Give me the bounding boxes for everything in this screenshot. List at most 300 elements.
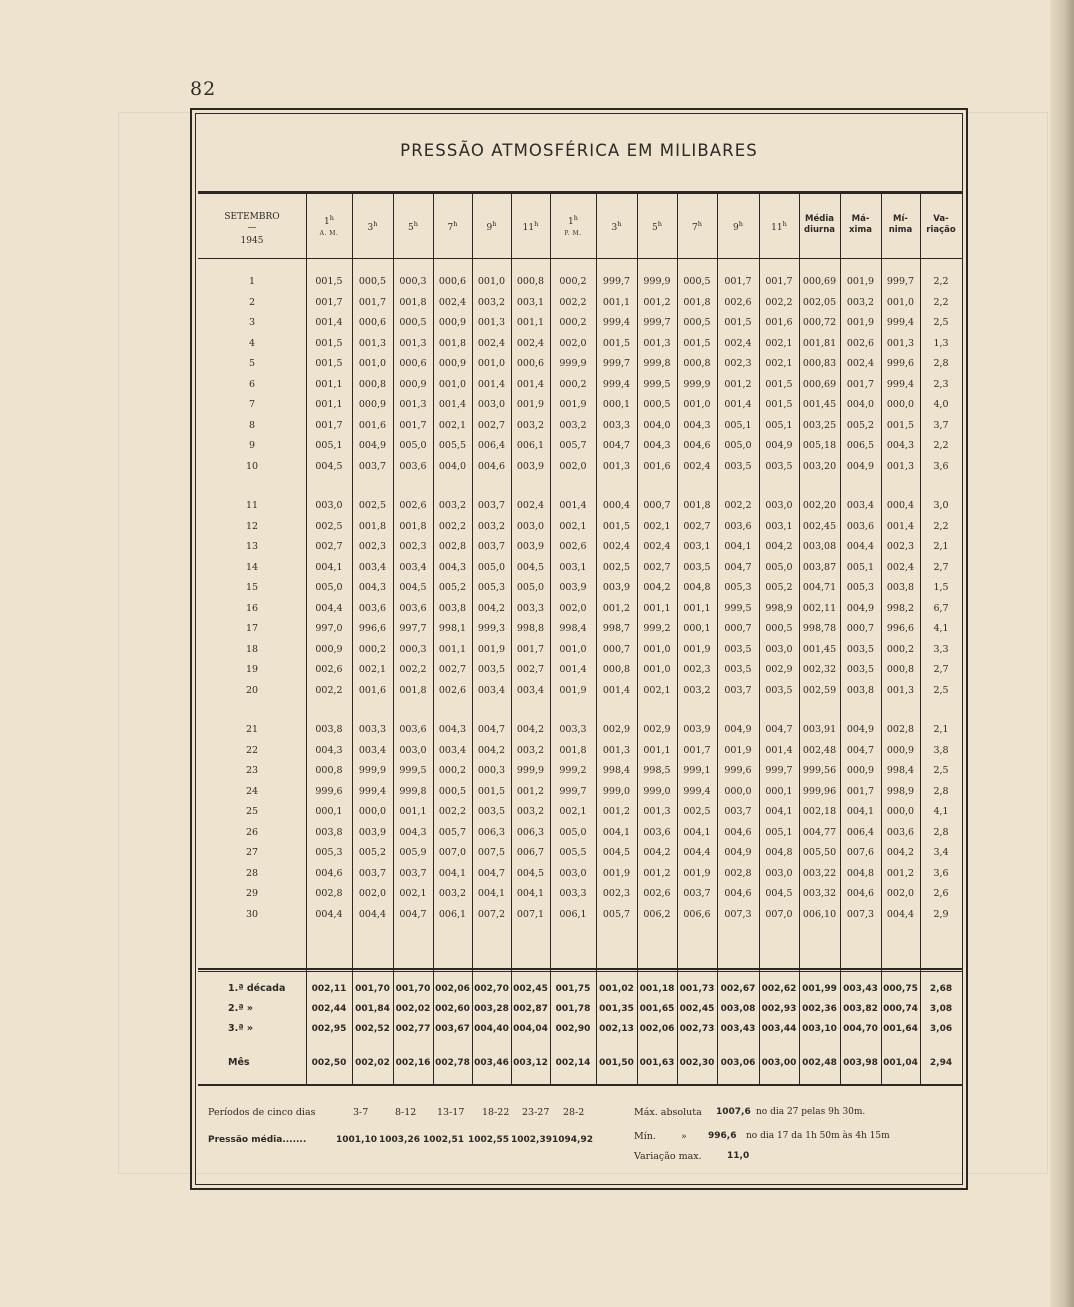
summary-cell: 002,06: [435, 984, 470, 994]
value-cell: 2,2: [933, 297, 949, 308]
value-cell: 999,5: [643, 379, 671, 390]
value-cell: 002,59: [802, 685, 837, 696]
value-cell: 002,18: [802, 806, 837, 817]
summary-cell: 002,02: [395, 1004, 431, 1014]
value-cell: 005,0: [477, 562, 506, 573]
value-cell: 001,8: [358, 521, 387, 532]
value-cell: 003,4: [477, 685, 506, 696]
value-cell: 003,3: [358, 724, 387, 735]
value-cell: 998,8: [516, 623, 545, 634]
value-cell: 004,1: [765, 806, 793, 817]
value-cell: 002,1: [643, 685, 671, 696]
value-cell: 003,5: [724, 664, 752, 675]
header-hour-6: [550, 213, 596, 239]
summary-cell: 002,73: [679, 1024, 715, 1034]
value-cell: 005,18: [802, 440, 837, 451]
rule-summary-top: [198, 968, 962, 970]
value-cell: 004,0: [643, 420, 671, 431]
summary-cell: 003,00: [761, 1058, 797, 1068]
value-cell: 001,8: [683, 297, 711, 308]
value-cell: 999,9: [683, 379, 711, 390]
value-cell: 003,5: [477, 806, 506, 817]
value-cell: 006,4: [477, 440, 506, 451]
value-cell: 001,7: [315, 297, 343, 308]
summary-cell: 001,99: [802, 984, 837, 994]
value-cell: 002,4: [724, 338, 752, 349]
value-cell: 002,3: [358, 541, 387, 552]
header-hour-9: [677, 219, 717, 234]
value-cell: 000,1: [765, 786, 793, 797]
value-cell: 001,5: [315, 338, 343, 349]
value-cell: 001,3: [643, 338, 671, 349]
value-cell: 003,6: [399, 603, 427, 614]
value-cell: 999,2: [559, 765, 587, 776]
summary-cell: 001,63: [639, 1058, 675, 1068]
value-cell: 001,3: [399, 338, 427, 349]
value-cell: 001,0: [643, 644, 671, 655]
value-cell: 003,9: [602, 582, 631, 593]
value-cell: 001,9: [683, 644, 711, 655]
value-cell: 003,6: [886, 827, 915, 838]
value-cell: 001,3: [643, 806, 671, 817]
value-cell: 000,3: [477, 765, 506, 776]
day-cell: 17: [245, 623, 259, 634]
value-cell: 000,1: [602, 399, 631, 410]
value-cell: 2,5: [933, 317, 949, 328]
value-cell: 004,0: [846, 399, 875, 410]
value-cell: 001,6: [643, 461, 671, 472]
value-cell: 004,1: [846, 806, 875, 817]
value-cell: 005,2: [358, 847, 387, 858]
hour-number: 1: [324, 217, 330, 227]
value-cell: 002,9: [643, 724, 671, 735]
value-cell: 001,5: [315, 358, 343, 369]
summary-cell: 001,18: [639, 984, 675, 994]
value-cell: 004,2: [477, 603, 506, 614]
value-cell: 001,4: [559, 500, 587, 511]
value-cell: 001,8: [399, 685, 427, 696]
value-cell: 2,5: [933, 685, 949, 696]
value-cell: 002,7: [516, 664, 545, 675]
value-cell: 004,8: [683, 582, 711, 593]
value-cell: 004,7: [477, 724, 506, 735]
value-cell: 003,4: [358, 562, 387, 573]
period-value: 13-17: [437, 1107, 465, 1118]
value-cell: 004,1: [477, 888, 506, 899]
value-cell: 001,0: [643, 664, 671, 675]
value-cell: 006,1: [516, 440, 545, 451]
summary-cell: 002,44: [311, 1004, 347, 1014]
value-cell: 000,2: [559, 317, 587, 328]
value-cell: 005,50: [802, 847, 837, 858]
value-cell: 002,8: [886, 724, 915, 735]
summary-cell: 002,13: [599, 1024, 634, 1034]
value-cell: 000,8: [516, 276, 545, 287]
header-hour-11: [759, 219, 799, 234]
value-cell: 006,6: [683, 909, 711, 920]
value-cell: 000,8: [315, 765, 343, 776]
value-cell: 001,5: [602, 521, 631, 532]
hour-period: P. M.: [564, 230, 582, 237]
value-cell: 000,4: [602, 500, 631, 511]
value-cell: 999,9: [643, 276, 671, 287]
period-value: 28-2: [563, 1107, 585, 1118]
value-cell: 004,1: [438, 868, 467, 879]
value-cell: 001,3: [358, 338, 387, 349]
value-cell: 004,8: [765, 847, 793, 858]
value-cell: 003,2: [438, 500, 467, 511]
summary-cell: 003,10: [802, 1024, 837, 1034]
header-year: 1945: [240, 236, 264, 246]
value-cell: 999,9: [516, 765, 545, 776]
value-cell: 003,8: [438, 603, 467, 614]
value-cell: 002,1: [438, 420, 467, 431]
value-cell: 000,3: [399, 644, 427, 655]
rule-summary-bottom: [198, 1084, 962, 1086]
value-cell: 001,5: [602, 338, 631, 349]
value-cell: 002,7: [315, 541, 343, 552]
value-cell: 002,5: [602, 562, 631, 573]
value-cell: 005,2: [846, 420, 875, 431]
value-cell: 007,1: [516, 909, 545, 920]
value-cell: 000,1: [315, 806, 343, 817]
value-cell: 002,3: [602, 888, 631, 899]
value-cell: 000,72: [802, 317, 837, 328]
pressure-value: 1001,10: [336, 1135, 377, 1145]
value-cell: 003,7: [683, 888, 711, 899]
value-cell: 004,7: [724, 562, 752, 573]
value-cell: 000,7: [846, 623, 875, 634]
summary-label: 2.ª »: [228, 1003, 254, 1014]
value-cell: 003,87: [802, 562, 837, 573]
summary-cell: 003,43: [720, 1024, 756, 1034]
value-cell: 003,5: [724, 644, 752, 655]
value-cell: 998,9: [886, 786, 915, 797]
value-cell: 003,2: [846, 297, 875, 308]
value-cell: 005,0: [765, 562, 793, 573]
value-cell: 000,1: [683, 623, 711, 634]
value-cell: 001,7: [516, 644, 545, 655]
value-cell: 004,6: [724, 888, 752, 899]
value-cell: 002,6: [724, 297, 752, 308]
value-cell: 003,2: [516, 806, 545, 817]
value-cell: 001,8: [683, 500, 711, 511]
header-stat-0-line1: Média: [805, 214, 834, 224]
value-cell: 001,0: [358, 358, 387, 369]
day-cell: 3: [248, 317, 256, 328]
hour-number: 5: [408, 223, 414, 233]
value-cell: 000,2: [438, 765, 467, 776]
value-cell: 999,5: [399, 765, 427, 776]
value-cell: 003,0: [399, 745, 427, 756]
value-cell: 004,8: [846, 868, 875, 879]
header-stat-0-line2: diurna: [803, 225, 836, 235]
periods-label: Períodos de cinco dias: [208, 1107, 316, 1118]
value-cell: 001,1: [516, 317, 545, 328]
value-cell: 001,7: [399, 420, 427, 431]
value-cell: 000,7: [724, 623, 752, 634]
pressure-value: 1002,51: [423, 1135, 464, 1145]
value-cell: 002,1: [559, 521, 587, 532]
summary-cell: 003,28: [474, 1004, 509, 1014]
value-cell: 003,0: [559, 868, 587, 879]
value-cell: 005,2: [438, 582, 467, 593]
summary-cell: 002,70: [474, 984, 509, 994]
value-cell: 001,0: [438, 379, 467, 390]
value-cell: 002,4: [886, 562, 915, 573]
summary-cell: 002,36: [802, 1004, 837, 1014]
day-cell: 27: [245, 847, 259, 858]
value-cell: 000,6: [358, 317, 387, 328]
summary-cell: 003,46: [474, 1058, 509, 1068]
value-cell: 4,0: [933, 399, 949, 410]
summary-cell: 003,44: [761, 1024, 797, 1034]
value-cell: 004,9: [358, 440, 387, 451]
value-cell: 004,6: [724, 827, 752, 838]
value-cell: 006,2: [643, 909, 671, 920]
value-cell: 001,1: [438, 644, 467, 655]
value-cell: 998,1: [438, 623, 467, 634]
value-cell: 999,0: [602, 786, 631, 797]
hour-unit: h: [697, 220, 702, 228]
hour-unit: h: [657, 220, 662, 228]
value-cell: 002,6: [399, 500, 427, 511]
value-cell: 003,2: [477, 521, 506, 532]
max-abs-value: 1007,6: [716, 1107, 751, 1117]
summary-cell: 002,14: [555, 1058, 591, 1068]
value-cell: 003,2: [516, 420, 545, 431]
value-cell: 002,1: [765, 338, 793, 349]
value-cell: 004,2: [477, 745, 506, 756]
hour-number: 9: [733, 223, 739, 233]
value-cell: 003,08: [802, 541, 837, 552]
value-cell: 007,0: [438, 847, 467, 858]
value-cell: 003,3: [559, 888, 587, 899]
value-cell: 2,3: [933, 379, 949, 390]
value-cell: 001,0: [477, 276, 506, 287]
value-cell: 004,0: [438, 461, 467, 472]
summary-cell: 001,75: [555, 984, 591, 994]
value-cell: 001,3: [477, 317, 506, 328]
value-cell: 000,2: [886, 644, 915, 655]
value-cell: 003,4: [438, 745, 467, 756]
value-cell: 999,7: [886, 276, 915, 287]
value-cell: 001,81: [802, 338, 837, 349]
value-cell: 003,9: [559, 582, 587, 593]
value-cell: 001,2: [643, 297, 671, 308]
pressure-value: 1002,39: [511, 1135, 552, 1145]
value-cell: 004,1: [724, 541, 752, 552]
period-value: 23-27: [522, 1107, 550, 1118]
value-cell: 999,8: [643, 358, 671, 369]
day-cell: 7: [248, 399, 256, 410]
hour-unit: h: [329, 214, 334, 222]
value-cell: 002,4: [602, 541, 631, 552]
book-binding-shadow: [1050, 0, 1074, 1307]
day-cell: 15: [245, 582, 259, 593]
value-cell: 000,0: [886, 806, 915, 817]
header-hour-4: [472, 219, 511, 234]
value-cell: 003,1: [765, 521, 793, 532]
value-cell: 4,1: [933, 806, 949, 817]
summary-cell: 002,50: [311, 1058, 347, 1068]
period-value: 3-7: [353, 1107, 369, 1118]
value-cell: 004,5: [602, 847, 631, 858]
value-cell: 003,9: [683, 724, 711, 735]
value-cell: 000,9: [399, 379, 427, 390]
day-cell: 22: [245, 745, 259, 756]
value-cell: 002,6: [438, 685, 467, 696]
value-cell: 002,05: [802, 297, 837, 308]
value-cell: 001,9: [683, 868, 711, 879]
value-cell: 998,5: [643, 765, 671, 776]
value-cell: 003,7: [477, 500, 506, 511]
value-cell: 003,6: [399, 461, 427, 472]
summary-cell: 003,67: [435, 1024, 470, 1034]
header-stat-2-line1: Mí-: [893, 214, 908, 224]
value-cell: 002,1: [559, 806, 587, 817]
summary-cell: 001,04: [883, 1058, 918, 1068]
value-cell: 001,0: [559, 644, 587, 655]
value-cell: 000,9: [358, 399, 387, 410]
hour-number: 7: [447, 223, 454, 233]
value-cell: 003,5: [724, 461, 752, 472]
value-cell: 005,3: [477, 582, 506, 593]
value-cell: 002,0: [559, 338, 587, 349]
value-cell: 000,5: [358, 276, 387, 287]
value-cell: 001,8: [399, 521, 427, 532]
day-cell: 12: [245, 521, 259, 532]
summary-cell: 000,75: [883, 984, 918, 994]
value-cell: 004,3: [315, 745, 343, 756]
value-cell: 003,3: [602, 420, 631, 431]
value-cell: 003,1: [516, 297, 545, 308]
value-cell: 000,0: [724, 786, 752, 797]
period-value: 8-12: [395, 1107, 417, 1118]
value-cell: 001,2: [602, 806, 631, 817]
day-cell: 18: [245, 644, 259, 655]
value-cell: 001,1: [602, 297, 631, 308]
value-cell: 003,6: [643, 827, 671, 838]
value-cell: 997,0: [315, 623, 343, 634]
summary-cell: 002,90: [555, 1024, 591, 1034]
value-cell: 004,7: [765, 724, 793, 735]
value-cell: 1,5: [933, 582, 949, 593]
value-cell: 002,2: [438, 806, 467, 817]
summary-label: 1.ª década: [228, 983, 286, 994]
value-cell: 001,5: [477, 786, 506, 797]
hour-unit: h: [492, 220, 497, 228]
value-cell: 005,0: [315, 582, 343, 593]
summary-cell: 001,70: [355, 984, 390, 994]
value-cell: 001,6: [358, 420, 387, 431]
value-cell: 000,2: [559, 276, 587, 287]
rule-summary-top-thin: [198, 971, 962, 972]
value-cell: 004,9: [846, 724, 875, 735]
value-cell: 001,9: [602, 868, 631, 879]
summary-cell: 002,06: [639, 1024, 675, 1034]
value-cell: 003,7: [399, 868, 427, 879]
value-cell: 003,7: [724, 685, 752, 696]
value-cell: 003,5: [683, 562, 711, 573]
summary-cell: 004,04: [513, 1024, 548, 1034]
value-cell: 001,4: [315, 317, 343, 328]
summary-cell: 003,43: [843, 984, 878, 994]
hour-unit: h: [373, 220, 378, 228]
value-cell: 005,7: [438, 827, 467, 838]
value-cell: 002,9: [602, 724, 631, 735]
value-cell: 007,6: [846, 847, 875, 858]
value-cell: 004,3: [643, 440, 671, 451]
value-cell: 006,10: [802, 909, 837, 920]
value-cell: 004,7: [477, 868, 506, 879]
value-cell: 001,7: [315, 420, 343, 431]
value-cell: 001,3: [886, 461, 915, 472]
value-cell: 000,69: [802, 276, 837, 287]
value-cell: 001,4: [516, 379, 545, 390]
value-cell: 999,4: [683, 786, 711, 797]
value-cell: 999,2: [643, 623, 671, 634]
value-cell: 001,5: [765, 399, 793, 410]
value-cell: 002,0: [559, 603, 587, 614]
value-cell: 003,8: [315, 724, 343, 735]
value-cell: 000,9: [315, 644, 343, 655]
value-cell: 998,4: [602, 765, 631, 776]
value-cell: 007,5: [477, 847, 506, 858]
hour-unit: h: [534, 220, 539, 228]
value-cell: 005,2: [765, 582, 793, 593]
value-cell: 999,7: [643, 317, 671, 328]
value-cell: 002,3: [683, 664, 711, 675]
value-cell: 003,2: [477, 297, 506, 308]
value-cell: 2,1: [933, 541, 949, 552]
value-cell: 007,2: [477, 909, 506, 920]
value-cell: 001,2: [886, 868, 915, 879]
summary-cell: 002,45: [513, 984, 548, 994]
rule-header-bottom: [198, 258, 962, 259]
summary-cell: 000,74: [883, 1004, 918, 1014]
value-cell: 002,2: [724, 500, 752, 511]
value-cell: 004,2: [643, 582, 671, 593]
value-cell: 997,7: [399, 623, 427, 634]
value-cell: 005,1: [765, 420, 793, 431]
value-cell: 003,20: [802, 461, 837, 472]
header-stat-3-line2: riação: [926, 225, 956, 235]
summary-cell: 2,68: [929, 984, 953, 994]
day-cell: 14: [245, 562, 259, 573]
value-cell: 000,8: [358, 379, 387, 390]
value-cell: 003,0: [765, 644, 793, 655]
value-cell: 002,4: [516, 500, 545, 511]
value-cell: 004,4: [358, 909, 387, 920]
pressure-value: 1002,55: [468, 1135, 509, 1145]
value-cell: 007,3: [724, 909, 752, 920]
day-cell: 30: [245, 909, 259, 920]
value-cell: 999,7: [602, 358, 631, 369]
day-cell: 29: [245, 888, 259, 899]
day-cell: 1: [248, 276, 256, 287]
value-cell: 001,7: [358, 297, 387, 308]
value-cell: 000,5: [643, 399, 671, 410]
value-cell: 001,9: [846, 276, 875, 287]
summary-cell: 001,02: [599, 984, 634, 994]
variation-value: 11,0: [727, 1151, 750, 1161]
value-cell: 001,4: [438, 399, 467, 410]
min-quote: »: [681, 1131, 687, 1142]
value-cell: 005,0: [724, 440, 752, 451]
value-cell: 003,9: [516, 541, 545, 552]
value-cell: 003,7: [724, 806, 752, 817]
